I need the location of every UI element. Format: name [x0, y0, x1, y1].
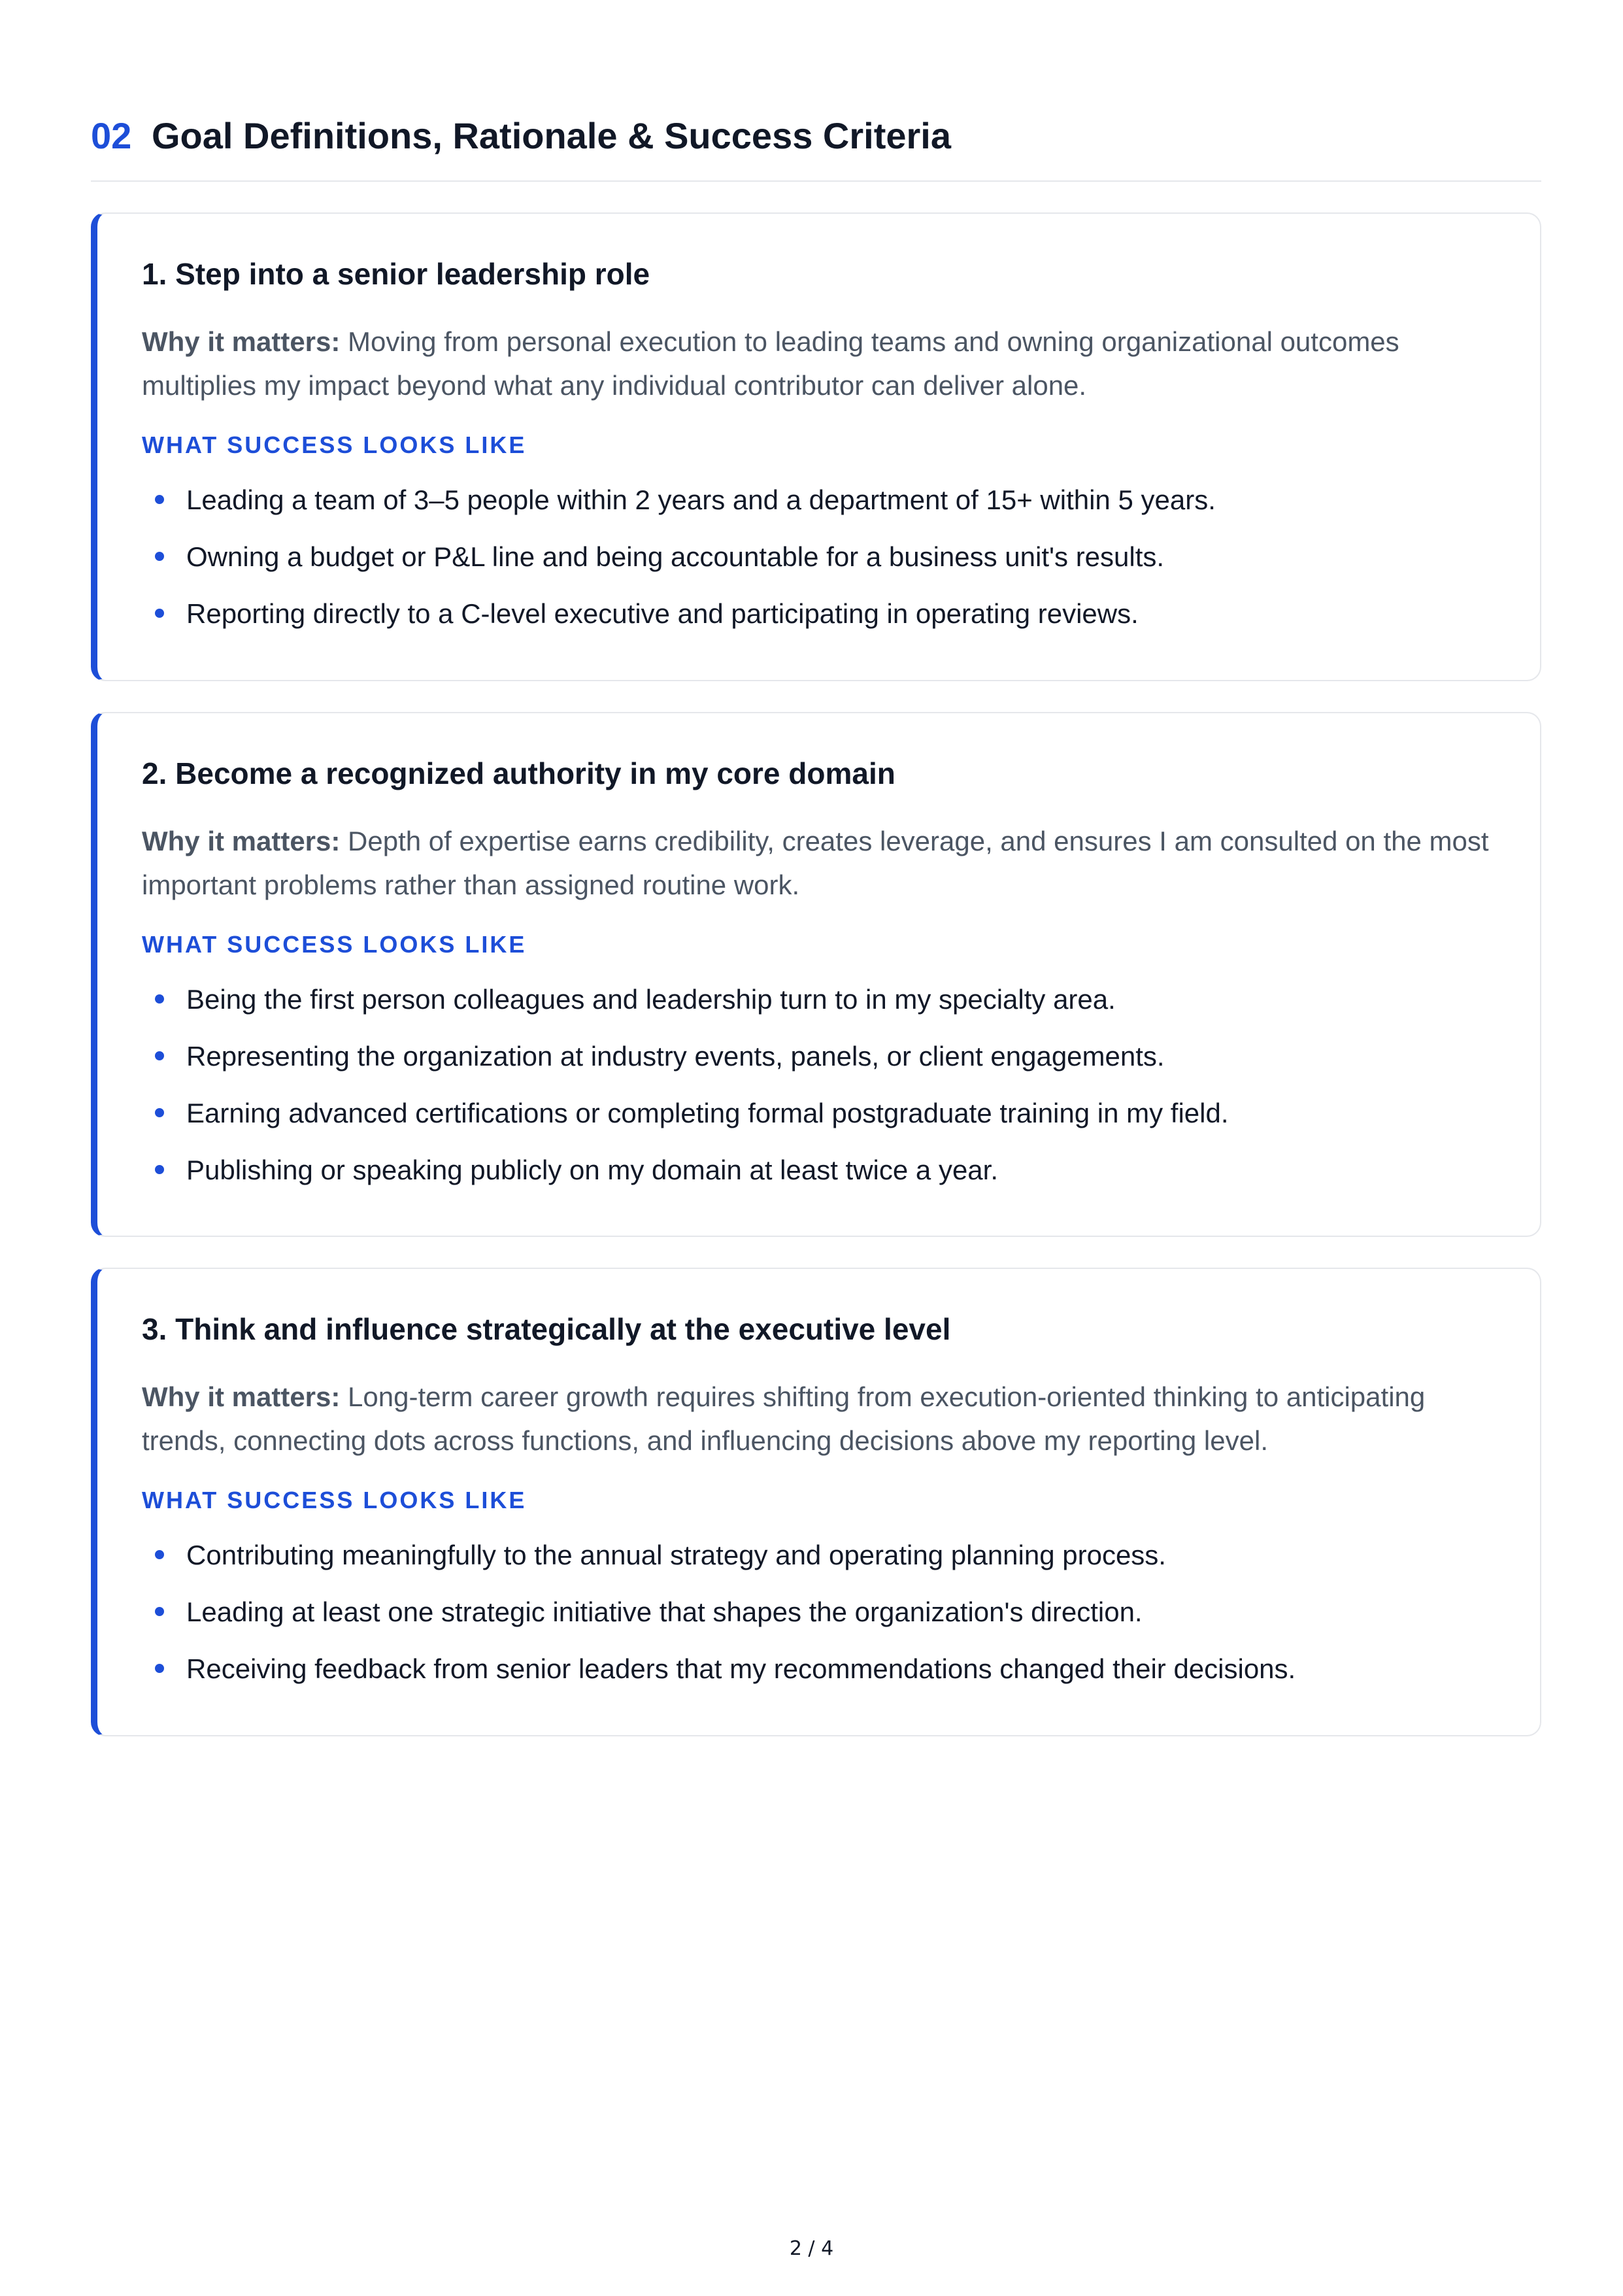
rationale-text: Depth of expertise earns credibility, creates leverage, and ensures I am consulted on the most important problems rather than assigned routine work.	[142, 826, 1489, 900]
bullet-icon	[155, 552, 164, 561]
criterion-text: Representing the organization at industry events, panels, or client engagements.	[186, 1041, 1165, 1072]
criterion-text: Earning advanced certifications or completing formal postgraduate training in my field.	[186, 1098, 1229, 1128]
rationale-text: Moving from personal execution to leading teams and owning organizational outcomes multiplies my impact beyond what any individual contributor can deliver alone.	[142, 326, 1399, 401]
goal-card	[91, 712, 1541, 1237]
success-criterion	[142, 594, 1216, 651]
criterion-text: Contributing meaningfully to the annual strategy and operating planning process.	[186, 1540, 1166, 1570]
goal-title: 3. Think and influence strategically at the executive level	[142, 1312, 951, 1346]
bullet-icon	[155, 609, 164, 618]
success-criterion	[142, 1094, 1229, 1151]
criterion-text: Owning a budget or P&L line and being accountable for a business unit's results.	[186, 541, 1165, 572]
success-criterion	[142, 537, 1216, 594]
criterion-text: Reporting directly to a C-level executive and participating in operating reviews.	[186, 598, 1139, 629]
success-criterion	[142, 1151, 1229, 1207]
goal-rationale	[142, 819, 1508, 907]
success-criterion	[142, 1593, 1296, 1649]
goal-card	[91, 212, 1541, 681]
rationale-label: Why it matters:	[142, 326, 341, 357]
criterion-text: Publishing or speaking publicly on my domain at least twice a year.	[186, 1155, 998, 1185]
goal-card	[91, 1268, 1541, 1736]
success-criterion	[142, 980, 1229, 1037]
success-criterion	[142, 1649, 1296, 1706]
bullet-icon	[155, 1607, 164, 1616]
section-number: 02	[91, 115, 132, 156]
goal-title: 2. Become a recognized authority in my core domain	[142, 756, 895, 790]
section-header	[91, 110, 1541, 182]
success-heading: WHAT SUCCESS LOOKS LIKE	[142, 431, 527, 458]
bullet-icon	[155, 1108, 164, 1117]
bullet-icon	[155, 994, 164, 1004]
bullet-icon	[155, 1051, 164, 1060]
bullet-icon	[155, 1165, 164, 1174]
bullet-icon	[155, 1664, 164, 1673]
criterion-text: Receiving feedback from senior leaders that my recommendations changed their decisions.	[186, 1653, 1296, 1684]
criterion-text: Leading a team of 3–5 people within 2 years and a department of 15+ within 5 years.	[186, 484, 1216, 515]
success-criterion	[142, 1536, 1296, 1593]
success-criterion	[142, 481, 1216, 537]
success-heading: WHAT SUCCESS LOOKS LIKE	[142, 1487, 527, 1513]
success-criterion	[142, 1037, 1229, 1094]
bullet-icon	[155, 1550, 164, 1559]
goal-title: 1. Step into a senior leadership role	[142, 257, 650, 291]
goal-rationale	[142, 320, 1508, 407]
bullet-icon	[155, 495, 164, 504]
goal-rationale	[142, 1375, 1508, 1462]
rationale-text: Long-term career growth requires shifting from execution-oriented thinking to anticipating trends, connecting dots across functions, and influencing decisions above my reporting level.	[142, 1381, 1426, 1456]
rationale-label: Why it matters:	[142, 826, 341, 856]
success-heading: WHAT SUCCESS LOOKS LIKE	[142, 931, 527, 958]
criterion-text: Being the first person colleagues and leadership turn to in my specialty area.	[186, 984, 1116, 1015]
success-criteria-list	[142, 980, 1229, 1207]
page-indicator: 2 / 4	[789, 2237, 834, 2260]
success-criteria-list	[142, 481, 1216, 651]
criterion-text: Leading at least one strategic initiative that shapes the organization's direction.	[186, 1596, 1143, 1627]
section-title: Goal Definitions, Rationale & Success Criteria	[152, 115, 952, 156]
rationale-label: Why it matters:	[142, 1381, 341, 1412]
success-criteria-list	[142, 1536, 1296, 1706]
